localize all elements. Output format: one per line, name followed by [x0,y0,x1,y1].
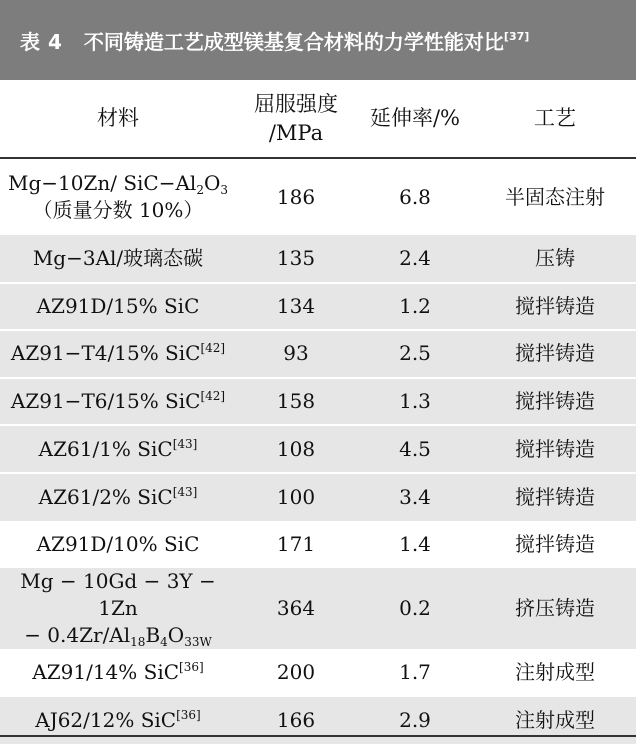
header-process: 工艺 [474,80,636,158]
cell-yield: 108 [236,425,356,473]
citation-ref: [36] [179,660,204,675]
header-yield-line2: /MPa [268,120,324,145]
caption-label: 表 [20,29,40,54]
cell-material: Mg − 10Gd − 3Y − 1Zn − $0.4Zr/Al_{18}B_4O_{33W}$ [20,569,216,650]
cell-material: AZ61/2% SiC[43] [0,473,236,521]
cell-process: 搅拌铸造 [515,531,595,556]
cell-yield: 158 [236,378,356,426]
cell-process: 压铸 [535,245,575,270]
cell-material: Mg−10Zn/ $SiC-Al_2O_3$ （质量分数 10%） [7,171,229,222]
table-row [0,568,636,649]
cell-yield: 364 [276,596,316,621]
table-row [0,283,636,331]
table-row [0,649,636,697]
table-row [0,473,636,521]
table-bottom-rule [0,735,636,737]
header-material: 材料 [0,80,236,158]
cell-yield: 93 [236,330,356,378]
table-caption [0,26,529,55]
cell-yield: 100 [236,473,356,521]
table-caption-bar [0,0,636,80]
cell-process: 搅拌铸造 [474,330,636,378]
table-row [0,378,636,426]
cell-material: AZ91D/15% SiC [0,283,236,331]
cell-material: AZ91−T4/15% SiC[42] [0,330,236,378]
cell-process: 注射成型 [515,708,595,733]
cell-elongation: 4.5 [356,425,474,473]
citation-ref: [36] [176,708,201,723]
caption-ref: [37] [503,29,530,43]
table-row [0,521,636,569]
cell-elongation: 1.4 [399,531,431,556]
header-row [0,80,636,158]
cell-material: AJ62/12% SiC[36] [35,708,201,733]
cell-yield: 134 [236,283,356,331]
cell-elongation: 6.8 [399,184,431,209]
cell-elongation: 1.2 [356,283,474,331]
cell-elongation: 3.4 [356,473,474,521]
header-elongation: 延伸率/% [356,80,474,158]
cell-elongation: 0.2 [399,596,431,621]
table-row [0,425,636,473]
cell-material: AZ91−T6/15% SiC[42] [0,378,236,426]
citation-ref: [42] [200,389,226,404]
table-row [0,158,636,235]
citation-ref: [42] [200,341,226,356]
cell-yield: 166 [276,708,316,733]
caption-text: 不同铸造工艺成型镁基复合材料的力学性能对比 [83,29,504,54]
cell-elongation: 1.7 [399,660,431,685]
cell-material: AZ91/14% SiC[36] [32,660,204,685]
cell-process: 搅拌铸造 [474,378,636,426]
cell-process: 挤压铸造 [515,596,595,621]
cell-process: 注射成型 [515,660,595,685]
table-row [0,235,636,283]
table-row [0,330,636,378]
cell-yield: 186 [276,184,316,209]
cell-elongation: 1.3 [356,378,474,426]
cell-process: 搅拌铸造 [474,473,636,521]
cell-material: Mg−3Al/玻璃态碳 [32,245,204,270]
properties-table [0,80,636,744]
cell-process: 半固态注射 [505,184,605,209]
cell-material: AZ61/1% SiC[43] [0,425,236,473]
cell-elongation: 2.4 [399,245,431,270]
citation-ref: [43] [172,436,198,451]
caption-number: 4 [48,29,62,54]
cell-material: AZ91D/10% SiC [36,531,200,556]
cell-yield: 200 [276,660,316,685]
cell-elongation: 2.9 [399,708,431,733]
cell-process: 搅拌铸造 [474,425,636,473]
citation-ref: [43] [172,484,198,499]
cell-process: 搅拌铸造 [474,283,636,331]
cell-elongation: 2.5 [356,330,474,378]
header-yield-strength [236,80,356,158]
header-yield-line1: 屈服强度 [254,91,338,116]
cell-yield: 135 [276,245,316,270]
cell-yield: 171 [276,531,316,556]
